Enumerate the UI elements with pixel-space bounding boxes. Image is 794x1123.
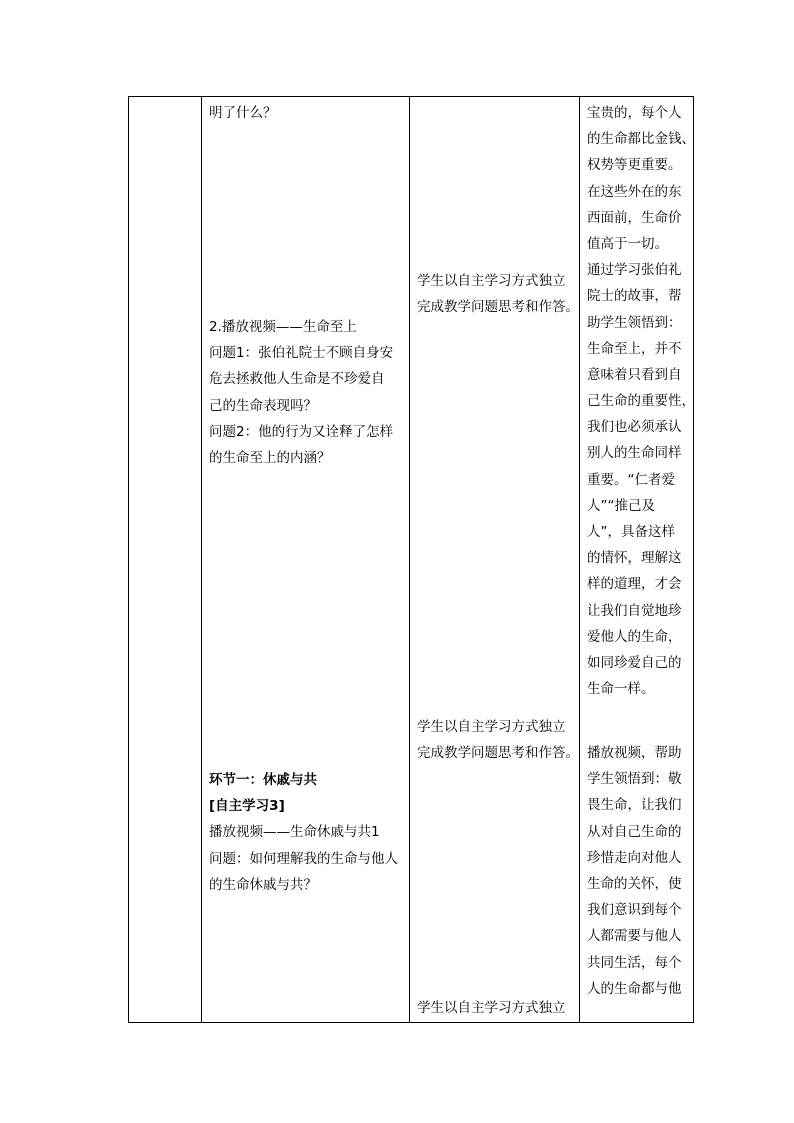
text-line: 己的生命表现吗？: [209, 397, 317, 414]
section-title: 环节一：休戚与共: [209, 772, 317, 788]
text-line: 明了什么？: [209, 105, 277, 121]
text-line: 我们也必须承认: [587, 419, 682, 436]
text-line: 生命一样。: [587, 681, 655, 698]
student-activity-2: [417, 714, 579, 766]
col-border-3: [409, 96, 410, 1023]
student-activity-3: [417, 995, 566, 1021]
text-line: 学生以自主学习方式独立: [417, 719, 566, 735]
col-border-1: [128, 96, 129, 1023]
text-line: 播放视频——生命休戚与共1: [209, 824, 380, 841]
text-line: 学生领悟到：敬: [587, 771, 682, 788]
text-line: 完成教学问题思考和作答。: [417, 745, 579, 762]
video-life-supreme-block: [209, 314, 393, 471]
text-line: 生命的关怀，使: [587, 875, 682, 892]
text-line: 权势等更重要。: [587, 157, 682, 174]
design-intent-1: [587, 100, 695, 702]
text-line: 问题：如何理解我的生命与他人: [209, 850, 398, 867]
col-border-2: [201, 96, 202, 1023]
text-line: 宝贵的，每个人: [587, 105, 682, 121]
text-line: 危去拯救他人生命是不珍爱自: [209, 371, 385, 388]
text-line: 如同珍爱自己的: [587, 654, 682, 671]
text-line: 己生命的重要性，: [587, 393, 695, 410]
text-line: 播放视频，帮助: [587, 745, 682, 761]
text-line: 的生命都比金钱、: [587, 131, 695, 148]
text-line: 人都需要与他人: [587, 928, 682, 945]
table-bottom-border: [128, 1022, 694, 1023]
question-continued: [209, 100, 277, 126]
text-line: 人”“推己及: [587, 497, 655, 514]
text-line: 珍惜走向对他人: [587, 849, 682, 866]
text-line: 生命至上，并不: [587, 340, 682, 357]
section-block: [209, 767, 398, 898]
text-line: 我们意识到每个: [587, 902, 682, 919]
text-line: 别人的生命同样: [587, 445, 682, 462]
text-line: 意味着只看到自: [587, 366, 682, 383]
text-line: 值高于一切。: [587, 235, 668, 252]
section-tag: [自主学习3]: [209, 798, 285, 815]
text-line: 问题2：他的行为又诠释了怎样: [209, 423, 394, 440]
text-line: 通过学习张伯礼: [587, 262, 682, 279]
text-line: 样的道理，才会: [587, 576, 682, 593]
text-line: 爱他人的生命，: [587, 628, 682, 645]
text-line: 让我们自觉地珍: [587, 602, 682, 619]
text-line: 重要。“仁者爱: [587, 471, 675, 488]
text-line: 的生命至上的内涵？: [209, 449, 331, 466]
text-line: 问题1：张伯礼院士不顾自身安: [209, 345, 394, 362]
text-line: 在这些外在的东: [587, 183, 682, 200]
text-line: 的情怀，理解这: [587, 550, 682, 567]
text-line: 从对自己生命的: [587, 823, 682, 840]
text-line: 2.播放视频——生命至上: [209, 319, 357, 335]
text-line: 西面前，生命价: [587, 209, 682, 226]
design-intent-2: [587, 740, 682, 1002]
text-line: 学生以自主学习方式独立: [417, 1000, 566, 1016]
text-line: 助学生领悟到：: [587, 314, 682, 331]
table-top-border: [128, 96, 694, 97]
student-activity-1: [417, 268, 579, 320]
text-line: 院士的故事，帮: [587, 288, 682, 305]
text-line: 人的生命都与他: [587, 980, 682, 997]
text-line: 完成教学问题思考和作答。: [417, 299, 579, 316]
text-line: 畏生命，让我们: [587, 797, 682, 814]
text-line: 学生以自主学习方式独立: [417, 273, 566, 289]
col-border-4: [579, 96, 580, 1023]
text-line: 共同生活，每个: [587, 954, 682, 971]
text-line: 的生命休戚与共？: [209, 876, 317, 893]
text-line: 人”，具备这样: [587, 524, 675, 540]
